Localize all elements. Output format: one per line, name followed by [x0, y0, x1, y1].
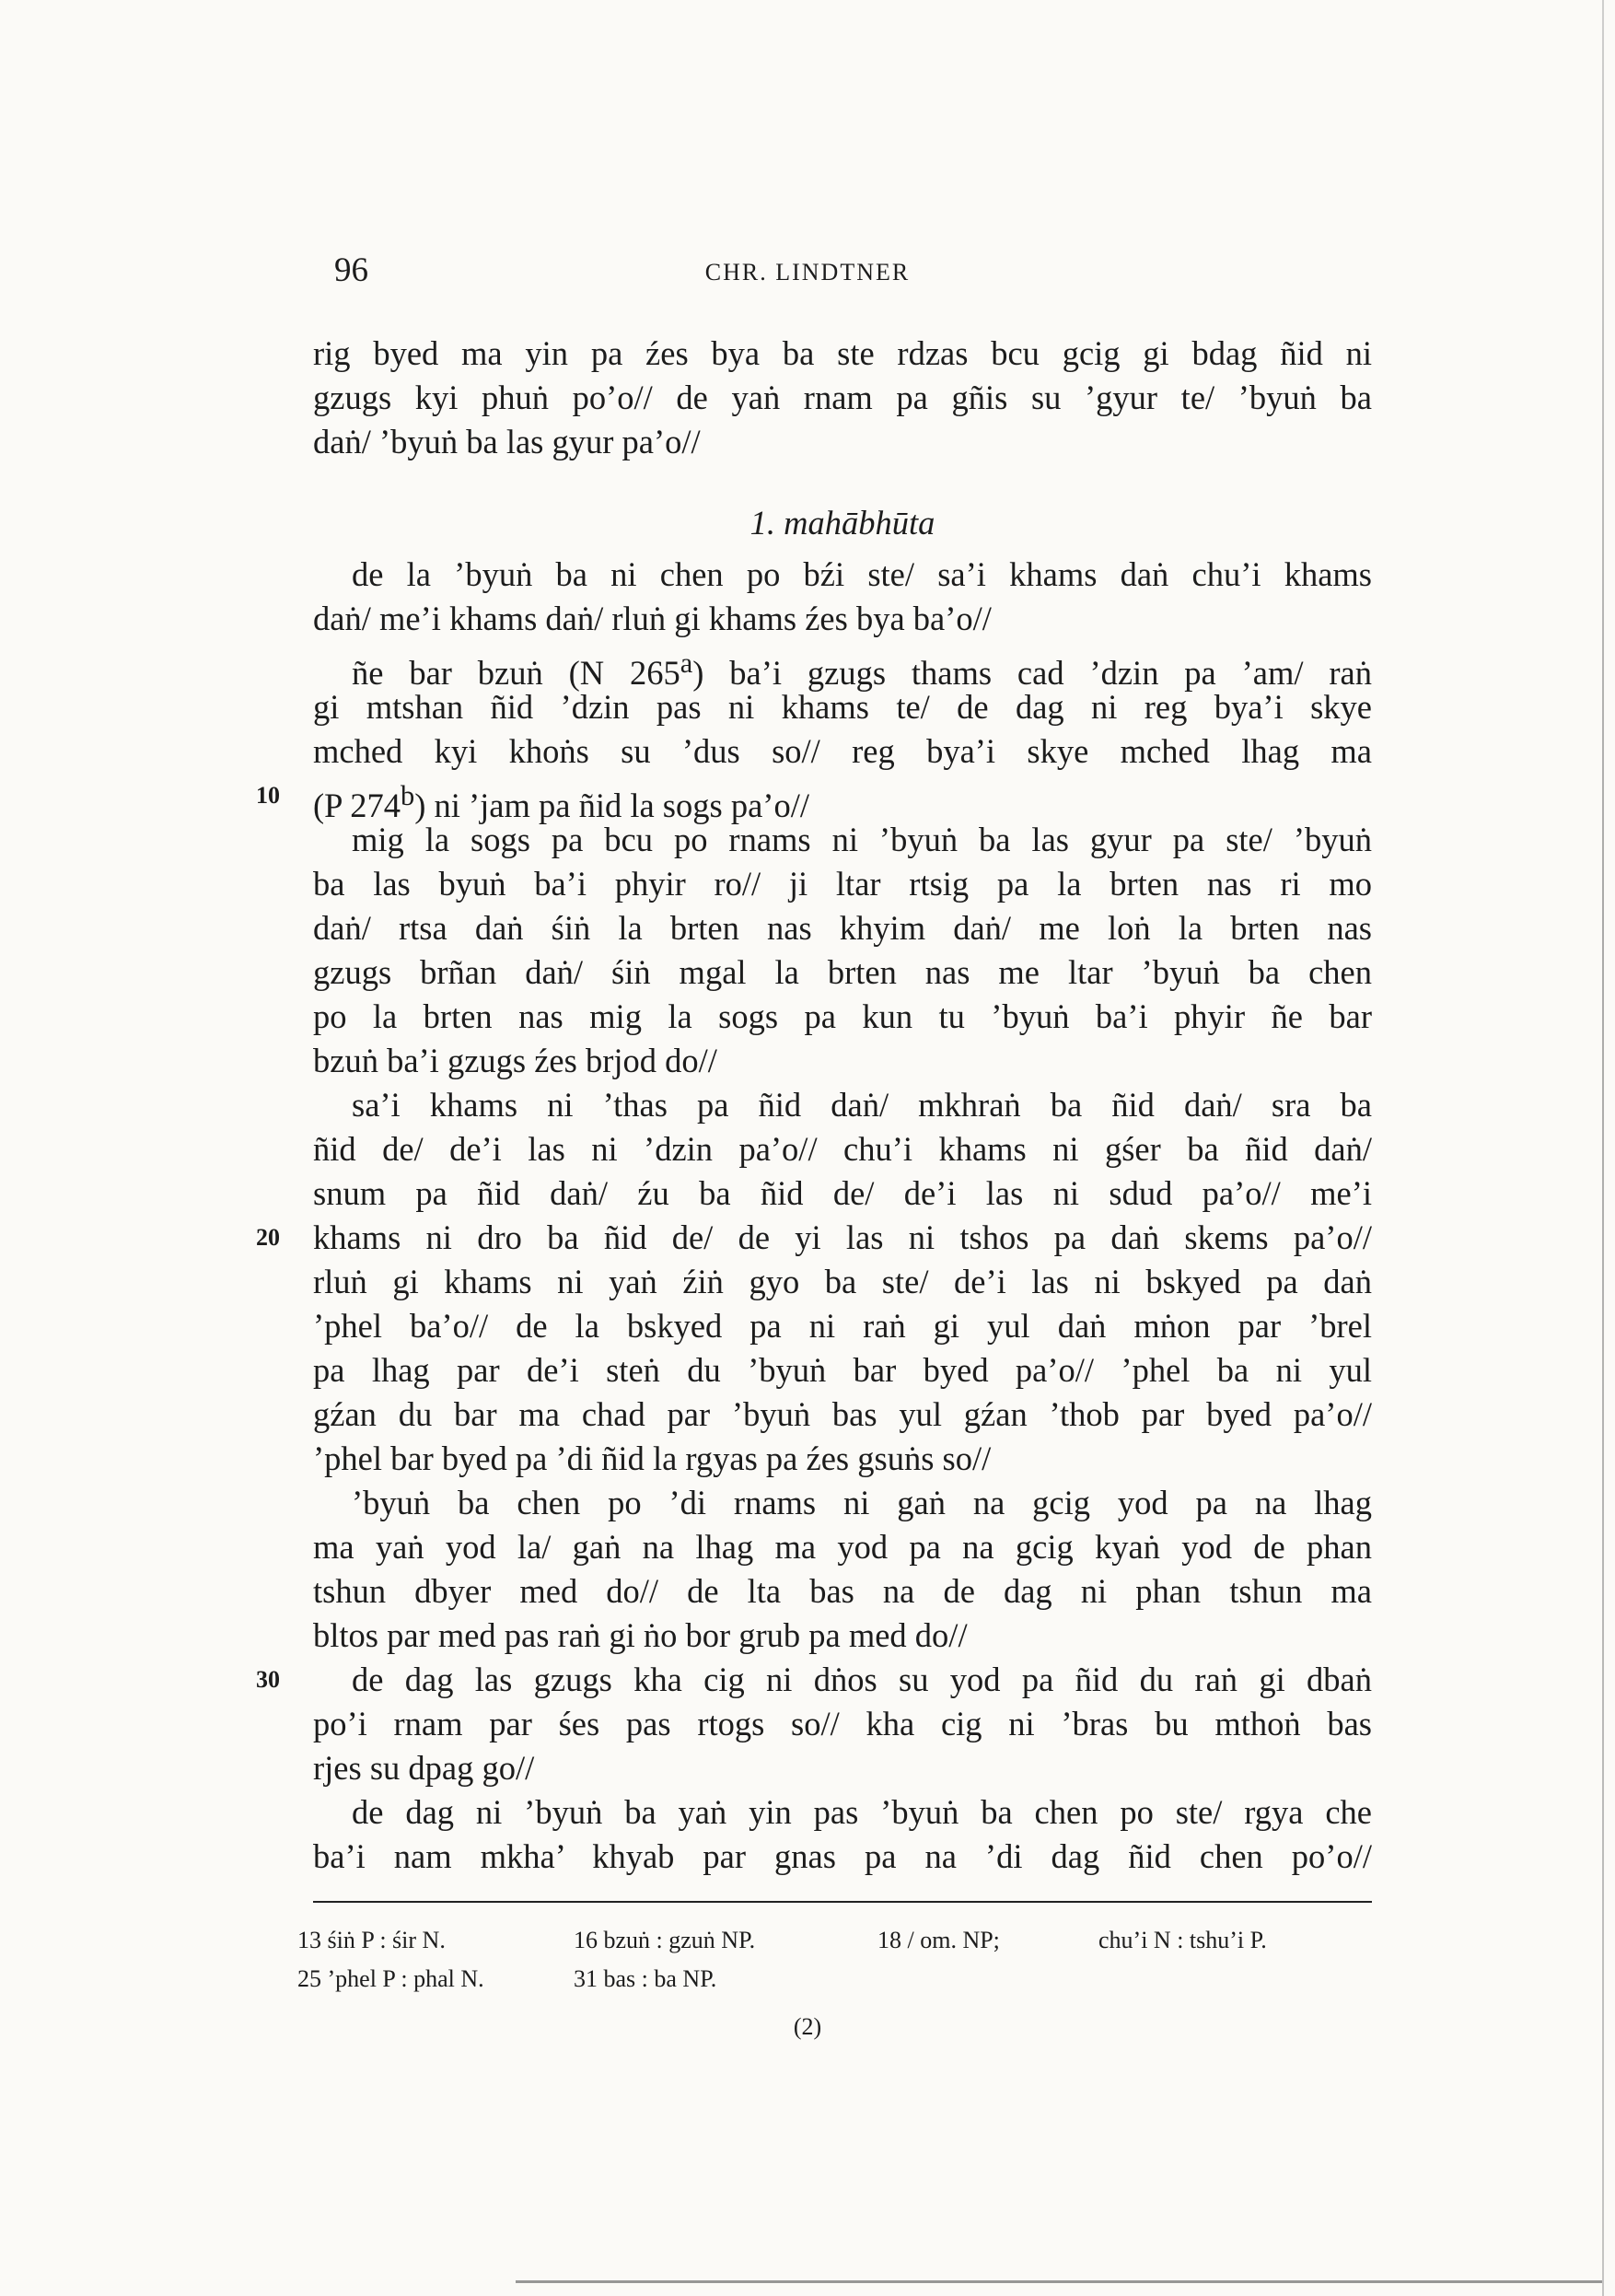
running-head: CHR. LINDTNER: [704, 259, 911, 286]
main-text: [256, 332, 1372, 1879]
text-line: 10 (P 274$^b$) ni ’jam pa ñid la sogs pa’o//: [313, 774, 1372, 818]
text-line: gzugs brñan daṅ/ śiṅ mgal la brten nas me ltar ’byuṅ ba chen: [313, 953, 1372, 991]
text-line: [256, 1216, 1372, 1260]
text-line: sa’i khams ni ’thas pa ñid daṅ/ mkhraṅ ba ñid daṅ/ sra ba: [352, 1086, 1372, 1124]
footnote: 13 śiṅ P : śir N.: [297, 1927, 446, 1953]
footnote: 31 bas : ba NP.: [574, 1965, 717, 1992]
text-line: daṅ/ me’i khams daṅ/ rluṅ gi khams źes bya ba’o//: [313, 600, 992, 637]
text-line: daṅ/ rtsa daṅ śiṅ la brten nas khyim daṅ/ me loṅ la brten nas: [313, 909, 1372, 947]
text-line: po’i rnam par śes pas rtogs so// kha cig ni ’bras bu mthoṅ bas: [313, 1705, 1372, 1742]
footnote-row: [297, 1921, 1375, 1960]
text-line: gźan du bar ma chad par ’byuṅ bas yul gźan ’thob par byed pa’o//: [313, 1395, 1372, 1433]
text-line: tshun dbyer med do// de lta bas na de dag ni phan tshun ma: [313, 1572, 1372, 1610]
line-number-30: 30: [256, 1666, 280, 1693]
text-line: de dag ni ’byuṅ ba yaṅ yin pas ’byuṅ ba chen po ste/ rgya che: [352, 1793, 1372, 1831]
text-line: rjes su dpag go//: [313, 1749, 535, 1787]
page-edge: [1602, 0, 1604, 2296]
line-text: de dag las gzugs kha cig ni dṅos su yod pa ñid du raṅ gi dbaṅ: [352, 1661, 1372, 1698]
text-line: ñe bar bzuṅ (N 265$^a$) ba’i gzugs thams cad ’dzin pa ’am/ raṅ: [352, 647, 1372, 693]
text-line: daṅ/ ’byuṅ ba las gyur pa’o//: [313, 423, 701, 460]
text-line: [256, 1658, 1372, 1702]
text-line: ’phel bar byed pa ’di ñid la rgyas pa źes gsuṅs so//: [313, 1439, 992, 1477]
text-line: mig la sogs pa bcu po rnams ni ’byuṅ ba las gyur pa ste/ ’byuṅ: [352, 821, 1372, 858]
text-line: rluṅ gi khams ni yaṅ źiṅ gyo ba ste/ de’i las ni bskyed pa daṅ: [313, 1263, 1372, 1300]
line-text: khams ni dro ba ñid de/ de yi las ni tshos pa daṅ skems pa’o//: [313, 1218, 1372, 1256]
text-line: pa lhag par de’i steṅ du ’byuṅ bar byed pa’o// ’phel ba ni yul: [313, 1351, 1372, 1389]
text-line: de la ’byuṅ ba ni chen po bźi ste/ sa’i khams daṅ chu’i khams: [352, 555, 1372, 593]
footnote: 18 / om. NP;: [877, 1927, 1000, 1953]
footnote: chu’i N : tshu’i P.: [1098, 1927, 1267, 1953]
text-line: ñid de/ de’i las ni ’dzin pa’o// chu’i khams ni gśer ba ñid daṅ/: [313, 1130, 1372, 1168]
text-line: bltos par med pas raṅ gi ṅo bor grub pa med do//: [313, 1616, 968, 1654]
footnote-rule: [313, 1901, 1372, 1903]
footnote-row: [297, 1960, 1375, 1999]
text-line: snum pa ñid daṅ/ źu ba ñid de/ de’i las ni sdud pa’o// me’i: [313, 1174, 1372, 1212]
page-edge: [516, 2280, 1602, 2283]
signature-mark: (2): [793, 2013, 822, 2040]
footnote: 16 bzuṅ : gzuṅ NP.: [574, 1927, 756, 1953]
text-line: gi mtshan ñid ’dzin pas ni khams te/ de dag ni reg bya’i skye: [313, 688, 1372, 726]
text-line: gzugs kyi phuṅ po’o// de yaṅ rnam pa gñis su ’gyur te/ ’byuṅ ba: [313, 379, 1372, 416]
text-line: rig byed ma yin pa źes bya ba ste rdzas bcu gcig gi bdag ñid ni: [313, 334, 1372, 372]
page-number: 96: [334, 251, 368, 289]
line-number-20: 20: [256, 1224, 280, 1251]
text-line: ma yaṅ yod la/ gaṅ na lhag ma yod pa na gcig kyaṅ yod de phan: [313, 1528, 1372, 1566]
text-line: ba las byuṅ ba’i phyir ro// ji ltar rtsig pa la brten nas ri mo: [313, 865, 1372, 903]
text-line: po la brten nas mig la sogs pa kun tu ’byuṅ ba’i phyir ñe bar: [313, 997, 1372, 1035]
text-line: mched kyi khoṅs su ’dus so// reg bya’i skye mched lhag ma: [313, 732, 1372, 770]
text-line: ’phel ba’o// de la bskyed pa ni raṅ gi yul daṅ mṅon par ’brel: [313, 1307, 1372, 1345]
section-title: 1. mahābhūta: [749, 504, 935, 542]
line-number-10: 10: [256, 782, 280, 809]
text-line: ’byuṅ ba chen po ’di rnams ni gaṅ na gcig yod pa na lhag: [352, 1484, 1372, 1521]
footnote: 25 ’phel P : phal N.: [297, 1965, 484, 1992]
footnotes: [297, 1921, 1375, 1999]
text-line: bzuṅ ba’i gzugs źes brjod do//: [313, 1042, 717, 1079]
text-line: ba’i nam mkha’ khyab par gnas pa na ’di dag ñid chen po’o//: [313, 1837, 1372, 1875]
